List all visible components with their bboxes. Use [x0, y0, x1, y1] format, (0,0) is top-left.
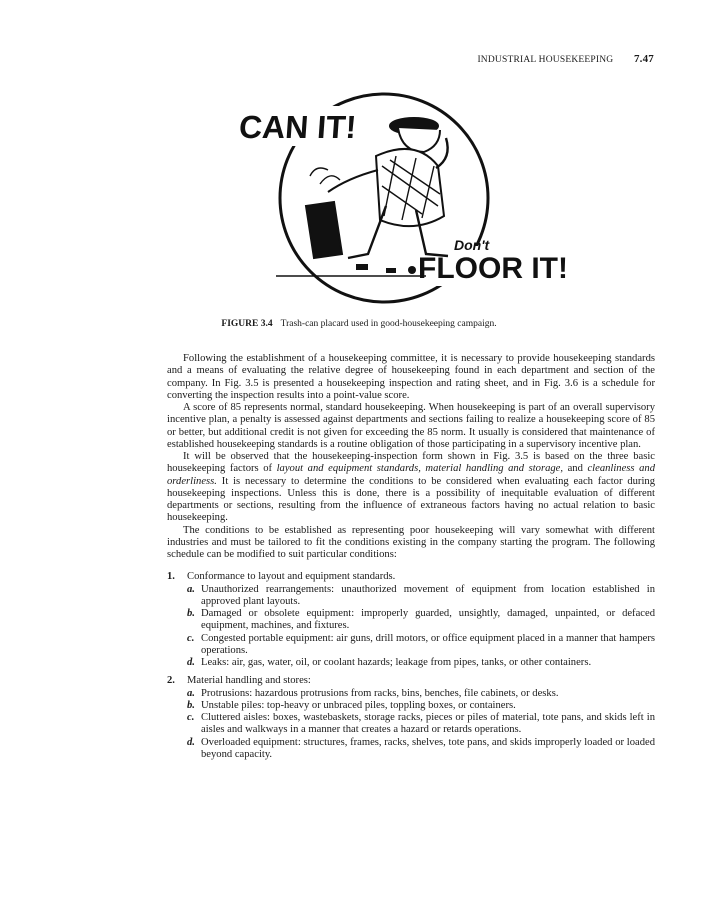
item-letter: b.: [187, 608, 195, 619]
item-letter: d.: [187, 736, 195, 748]
page-number: 7.47: [633, 53, 654, 65]
item-text: Unauthorized rearrangements: unauthorized movement of equipment from location established in approved plant layouts.: [201, 583, 655, 607]
item-letter: c.: [187, 712, 195, 723]
item-text: Cluttered aisles: boxes, wastebaskets, storage racks, pieces or piles of material, tote pans, and skids left in aisles and walkways in a manner that creates a hazard or retards operations.: [201, 712, 655, 736]
figure-label: FIGURE 3.4: [221, 319, 273, 329]
paragraph-3-italic-1: layout and equipment standards, material handling and storage,: [276, 463, 564, 475]
poster-text-floor-it: FLOOR IT!: [418, 252, 568, 285]
item-text: Unstable piles: top-heavy or unbraced piles, toppling boxes, or containers.: [201, 699, 516, 711]
running-title: INDUSTRIAL HOUSEKEEPING: [477, 55, 614, 65]
item-letter: a.: [187, 583, 195, 595]
placard-illustration: [236, 86, 568, 306]
section-number: 1.: [167, 571, 175, 583]
paragraph-3-part-c: It is necessary to determine the conditions to be considered when evaluating each factor during housekeeping inspections. Unless this is done, there is a possibility of inequitable evaluation of different departments or sections, resulting from the influence of extraneous factors having no actual relation to basic housekeeping.: [167, 475, 655, 524]
list-item: [187, 737, 655, 762]
paragraph-1: Following the establishment of a housekeeping committee, it is necessary to provide housekeeping standards and a means of evaluating the relative degree of housekeeping found in each department and section of the company. In Fig. 3.5 is presented a housekeeping inspection and rating sheet, and in Fig. 3.6 is a schedule for converting the inspection results into a point-value score.: [167, 353, 655, 401]
running-header: [477, 53, 654, 65]
figure-trash-can-placard: [236, 86, 568, 306]
list-item: [187, 700, 655, 712]
item-letter: d.: [187, 657, 195, 668]
paragraph-3: [167, 451, 655, 525]
conditions-list: [167, 571, 655, 761]
paragraph-2: A score of 85 represents normal, standard housekeeping. When housekeeping is part of an overall supervisory incentive plan, a penalty is assessed against departments and sections failing to realize a housekeeping score of 85 or better, but additional credit is not given for exceeding the 85 norm. It usually is considered that maintenance of established housekeeping standards is a routine obligation of those participating in a supervisory incentive plan.: [167, 402, 655, 450]
list-section-2: [167, 675, 655, 761]
list-item: [187, 657, 655, 669]
list-item: [187, 712, 655, 737]
section-title: Conformance to layout and equipment standards.: [187, 571, 396, 583]
item-letter: b.: [187, 699, 195, 711]
trash-can: [306, 168, 342, 258]
item-text: Damaged or obsolete equipment: improperly guarded, unsightly, damaged, unpainted, or defaced equipment, machines, and fixtures.: [201, 608, 655, 632]
list-item: [187, 584, 655, 609]
item-text: Overloaded equipment: structures, frames, racks, shelves, tote pans, and skids improperly loaded or loaded beyond capacity.: [201, 736, 655, 760]
item-letter: c.: [187, 632, 195, 644]
list-item: [187, 633, 655, 658]
poster-text-can-it: CAN IT!: [237, 109, 358, 145]
paragraph-3-part-a: It will be observed that the housekeeping-inspection form shown in Fig. 3.5 is based on the three basic housekeeping factors of: [167, 451, 655, 475]
list-item: [187, 608, 655, 633]
paragraph-3-italic-2: cleanliness and orderliness.: [167, 463, 655, 487]
item-letter: a.: [187, 687, 195, 699]
section-number: 2.: [167, 675, 175, 687]
floor-debris: [276, 264, 426, 276]
figure-caption: [0, 319, 718, 329]
list-section-1: [167, 571, 655, 669]
item-text: Congested portable equipment: air guns, drill motors, or office equipment placed in a manner that hampers operations.: [201, 632, 655, 656]
figure-caption-text: Trash-can placard used in good-housekeeping campaign.: [280, 319, 497, 329]
list-item: [187, 688, 655, 700]
body-text: [167, 353, 655, 767]
item-text: Protrusions: hazardous protrusions from racks, bins, benches, file cabinets, or desks.: [201, 687, 559, 699]
paragraph-3-part-b: and: [563, 463, 588, 475]
poster-text-dont: Don't: [454, 237, 490, 253]
section-title: Material handling and stores:: [187, 675, 311, 687]
item-text: Leaks: air, gas, water, oil, or coolant hazards; leakage from pipes, tanks, or other containers.: [201, 657, 592, 668]
paragraph-4: The conditions to be established as representing poor housekeeping will vary somewhat with different industries and must be tailored to fit the conditions existing in the company starting the program. The following schedule can be modified to suit particular conditions:: [167, 524, 655, 560]
